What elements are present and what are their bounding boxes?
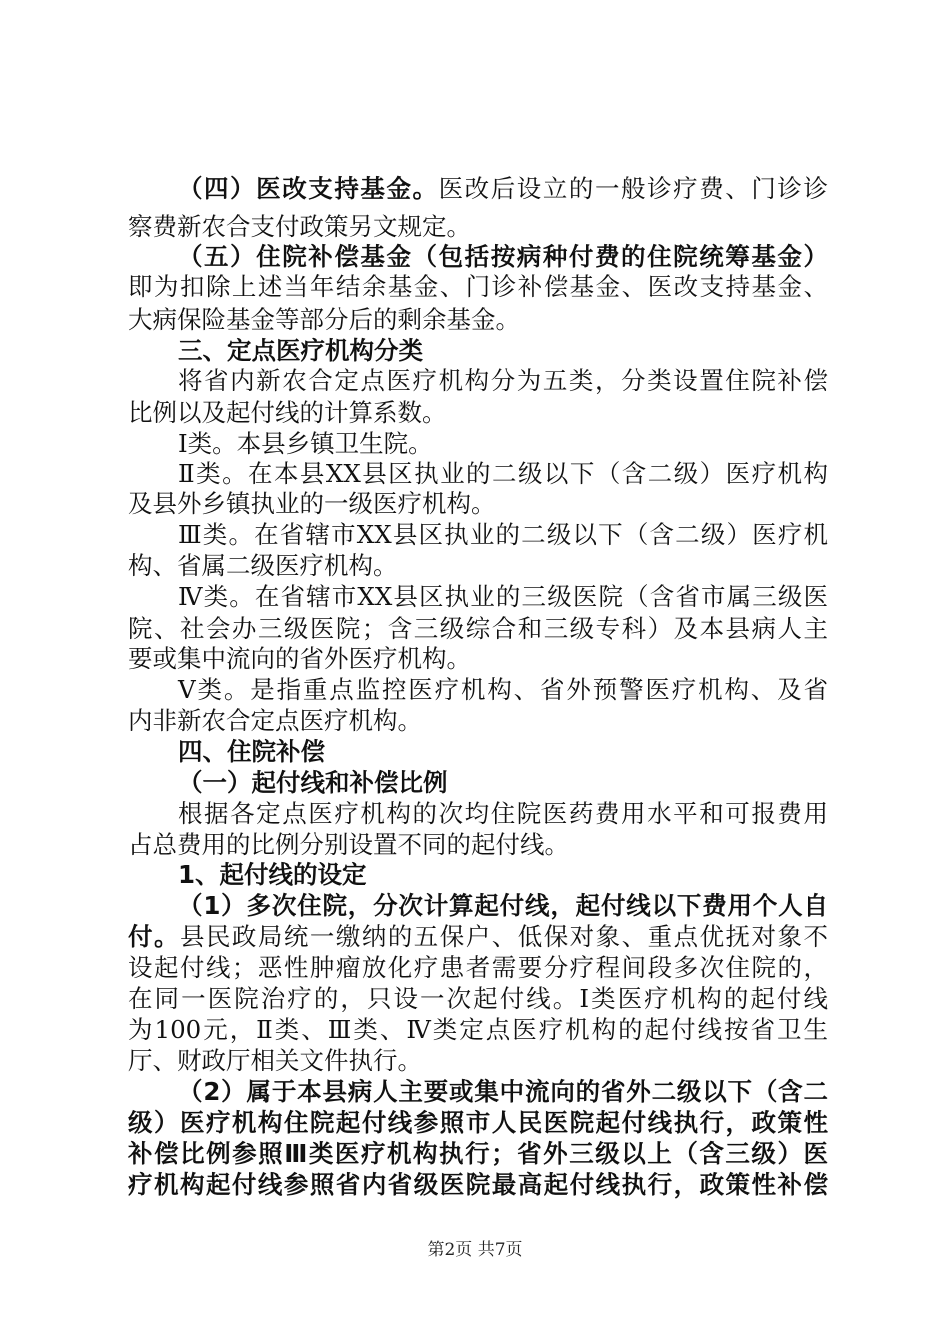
- text-segment: 大病保险基金等部分后的剩余基金。: [128, 305, 520, 334]
- text-segment: 及县外乡镇执业的一级医疗机构。: [128, 489, 496, 518]
- text-segment: 占总费用的比例分别设置不同的起付线。: [128, 830, 569, 859]
- text-line: [128, 828, 828, 862]
- bold-text-segment: 1、起付线的设定: [178, 860, 367, 889]
- text-line: [178, 427, 828, 461]
- text-segment: 即为扣除上述当年结余基金、门诊补偿基金、医改支持基金、: [128, 272, 828, 301]
- bold-text-segment: （一）起付线和补偿比例: [178, 768, 448, 797]
- text-line: [128, 612, 828, 646]
- text-line: [128, 270, 828, 304]
- text-line: [178, 457, 828, 491]
- text-line: [128, 642, 828, 676]
- text-line: [178, 858, 828, 892]
- text-line: [128, 1044, 828, 1078]
- bold-text-segment: （五）住院补偿基金（包括按病种付费的住院统筹基金）: [178, 242, 828, 271]
- bold-text-segment: 补偿比例参照Ⅲ类医疗机构执行；省外三级以上（含三级）医: [128, 1139, 828, 1168]
- text-line: [178, 797, 828, 831]
- bold-text-segment: 级）医疗机构住院起付线参照市人民医院起付线执行，政策性: [128, 1108, 828, 1137]
- bold-text-segment: 疗机构起付线参照省内省级医院最高起付线执行，政策性补偿: [128, 1170, 828, 1199]
- text-segment: 为100元，Ⅱ类、Ⅲ类、Ⅳ类定点医疗机构的起付线按省卫生: [128, 1015, 828, 1044]
- text-line: [178, 240, 828, 274]
- text-segment: 设起付线；恶性肿瘤放化疗患者需要分疗程间段多次住院的，: [128, 953, 828, 982]
- text-line: [178, 766, 828, 800]
- text-segment: 构、省属二级医疗机构。: [128, 551, 398, 580]
- text-line: [178, 1075, 828, 1109]
- text-segment: 医改后设立的一般诊疗费、门诊诊: [438, 174, 828, 203]
- text-line: [178, 889, 828, 923]
- text-line: [128, 396, 828, 430]
- bold-text-segment: （2）属于本县病人主要或集中流向的省外二级以下（含二: [178, 1077, 828, 1106]
- text-line: [128, 303, 828, 337]
- bold-text-segment: 三、定点医疗机构分类: [178, 336, 423, 365]
- page-footer: 第2页 共7页: [427, 1240, 523, 1260]
- bold-text-segment: （四）医改支持基金。: [178, 174, 439, 203]
- text-line: [178, 735, 828, 769]
- text-segment: Ⅰ类。本县乡镇卫生院。: [178, 429, 433, 458]
- text-segment: 在同一医院治疗的，只设一次起付线。Ⅰ类医疗机构的起付线: [128, 984, 828, 1013]
- text-line: [178, 172, 828, 206]
- text-line: [178, 580, 828, 614]
- text-segment: Ⅱ类。在本县XX县区执业的二级以下（含二级）医疗机构: [178, 459, 828, 488]
- text-segment: 将省内新农合定点医疗机构分为五类，分类设置住院补偿: [178, 366, 828, 395]
- text-line: [178, 673, 828, 707]
- text-segment: 内非新农合定点医疗机构。: [128, 706, 422, 735]
- text-segment: 院、社会办三级医院；含三级综合和三级专科）及本县病人主: [128, 614, 828, 643]
- text-line: [128, 920, 828, 954]
- bold-text-segment: 四、住院补偿: [178, 737, 325, 766]
- text-line: [128, 1106, 828, 1140]
- bold-text-segment: 付。: [128, 922, 180, 951]
- text-line: [128, 1137, 828, 1171]
- text-segment: Ⅳ类。在省辖市XX县区执业的三级医院（含省市属三级医: [178, 582, 828, 611]
- text-line: [128, 549, 828, 583]
- text-segment: 要或集中流向的省外医疗机构。: [128, 644, 471, 673]
- text-segment: 根据各定点医疗机构的次均住院医药费用水平和可报费用: [178, 799, 828, 828]
- text-line: [128, 951, 828, 985]
- text-segment: 比例以及起付线的计算系数。: [128, 398, 447, 427]
- text-line: [128, 487, 828, 521]
- text-segment: 察费新农合支付政策另文规定。: [128, 212, 471, 241]
- text-line: [178, 518, 828, 552]
- text-line: [128, 704, 828, 738]
- text-line: [128, 1168, 828, 1202]
- text-segment: 厅、财政厅相关文件执行。: [128, 1046, 422, 1075]
- text-segment: Ⅴ类。是指重点监控医疗机构、省外预警医疗机构、及省: [178, 675, 828, 704]
- text-line: [178, 334, 828, 368]
- text-line: [128, 210, 828, 244]
- text-line: [178, 364, 828, 398]
- text-line: [128, 982, 828, 1016]
- text-segment: Ⅲ类。在省辖市XX县区执业的二级以下（含二级）医疗机: [178, 520, 828, 549]
- bold-text-segment: （1）多次住院，分次计算起付线，起付线以下费用个人自: [178, 891, 828, 920]
- text-segment: 县民政局统一缴纳的五保户、低保对象、重点优抚对象不: [179, 922, 829, 951]
- text-line: [128, 1013, 828, 1047]
